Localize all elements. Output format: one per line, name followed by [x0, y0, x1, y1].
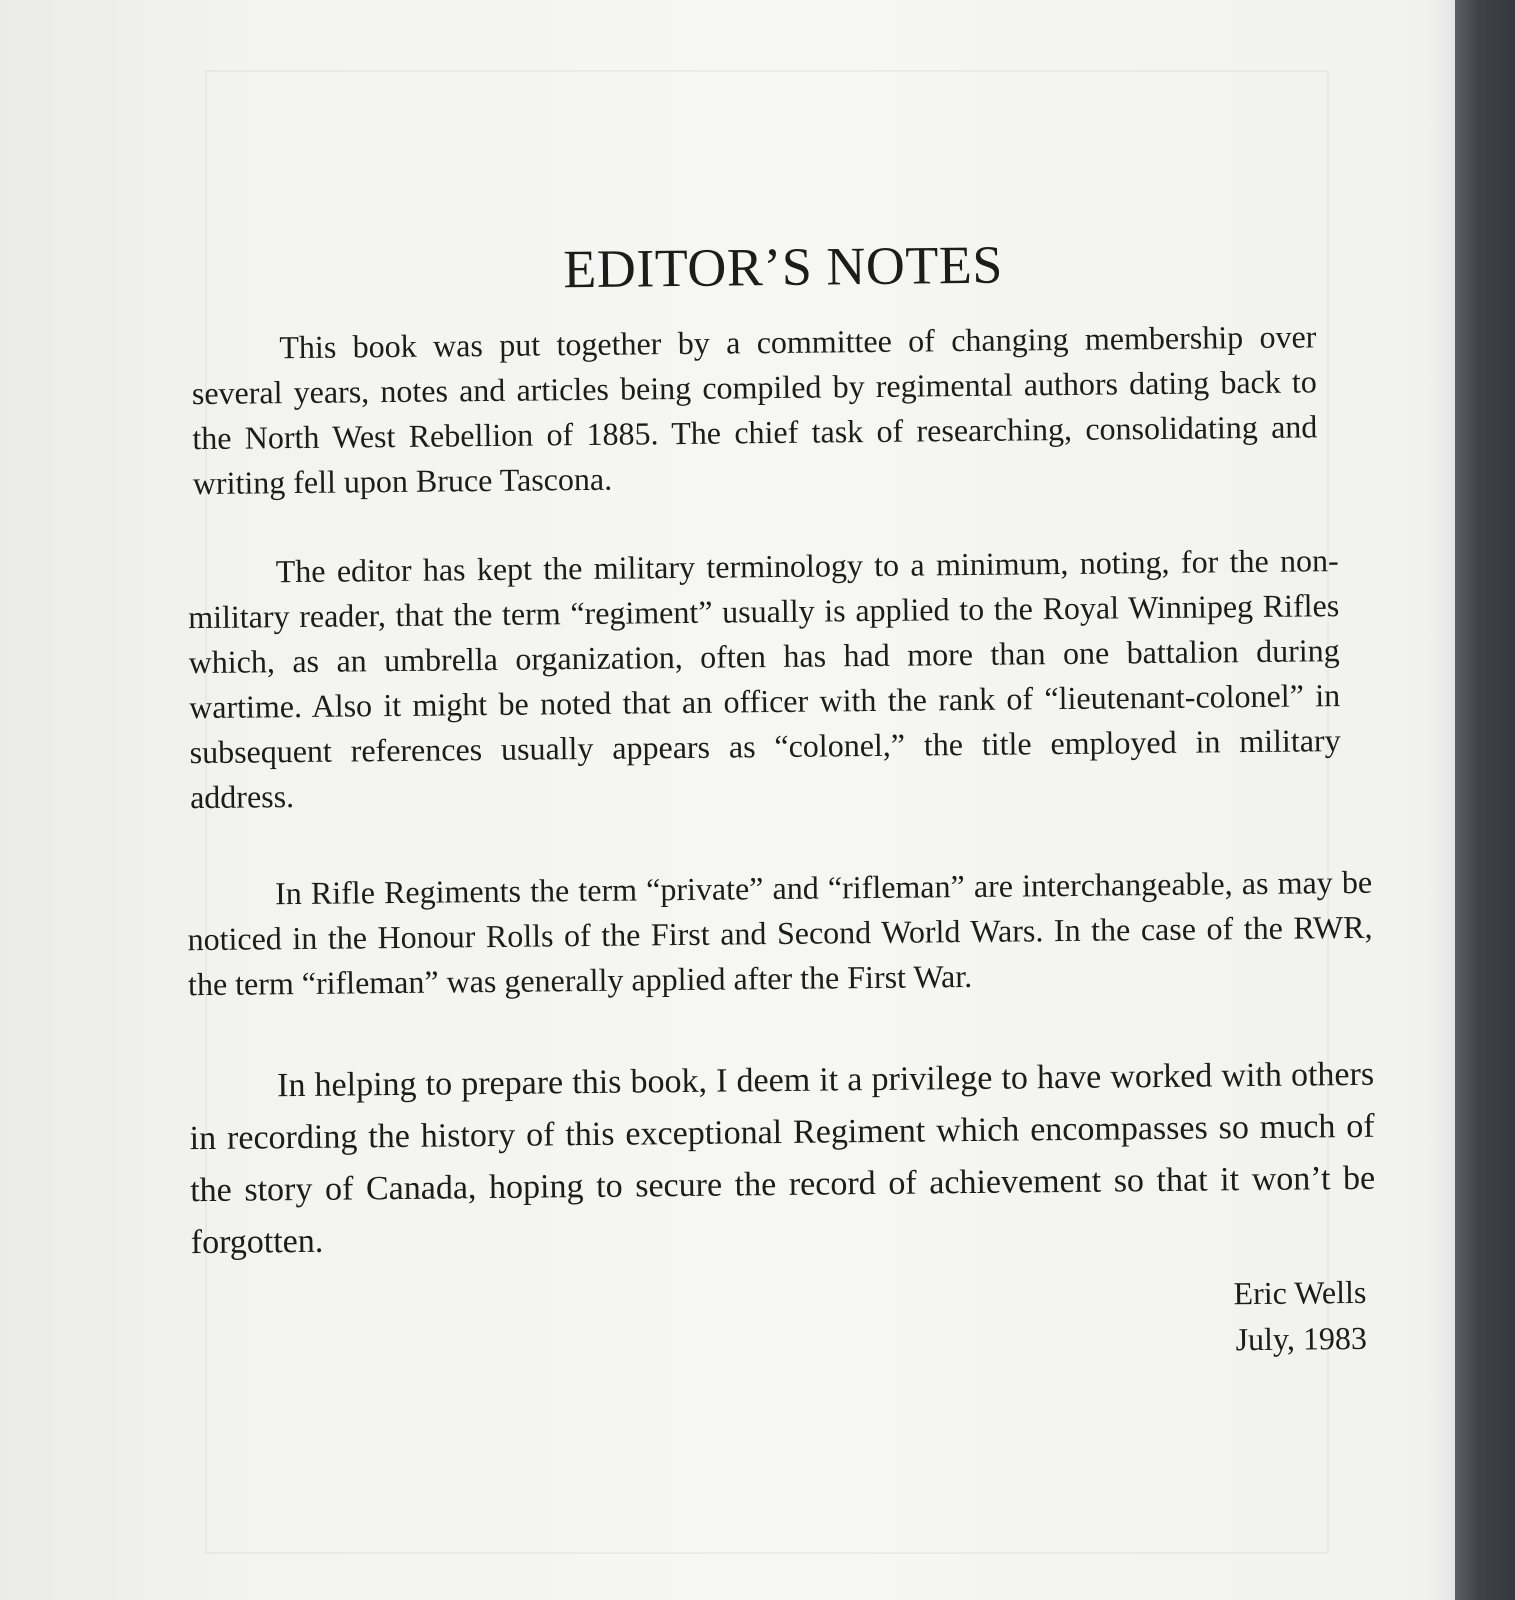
- page-content: [180, 230, 1377, 1373]
- signature-date: July, 1983: [1235, 1319, 1368, 1358]
- page-edge-shadow: [1428, 0, 1455, 1600]
- signature-block: [191, 1269, 1367, 1373]
- book-cover-edge: [1455, 0, 1515, 1600]
- page-title: EDITOR’S NOTES: [563, 234, 1004, 300]
- signature-name: Eric Wells: [1233, 1273, 1367, 1312]
- paragraph-4: In helping to prepare this book, I deem it a privilege to have worked with others in recording the history of this exceptional Regiment which encompasses so much of the story of Canada, hoping to secure the record of achievement so that it won’t be forgotten.: [189, 1055, 1376, 1262]
- paragraph-3: In Rifle Regiments the term “private” and “rifleman” are interchangeable, as may be noticed in the Honour Rolls of the First and Second World Wars. In the case of the RWR, the term “rifleman” was generally applied after the First War.: [187, 863, 1373, 1003]
- paragraph-1: This book was put together by a committee of changing membership over several years, notes and articles being compiled by regimental authors dating back to the North West Rebellion of 1885. The chief task of researching, consolidating and writing fell upon Bruce Tascona.: [191, 318, 1318, 502]
- paragraph-2: The editor has kept the military terminology to a minimum, noting, for the non-military reader, that the term “regiment” usually is applied to the Royal Winnipeg Rifles which, as an umbrella organization, often has had more than one battalion during wartime. Also it might be noted that an officer with the rank of “lieutenant-colonel” in subsequent references usually appears as “colonel,” the title employed in military address.: [188, 542, 1341, 816]
